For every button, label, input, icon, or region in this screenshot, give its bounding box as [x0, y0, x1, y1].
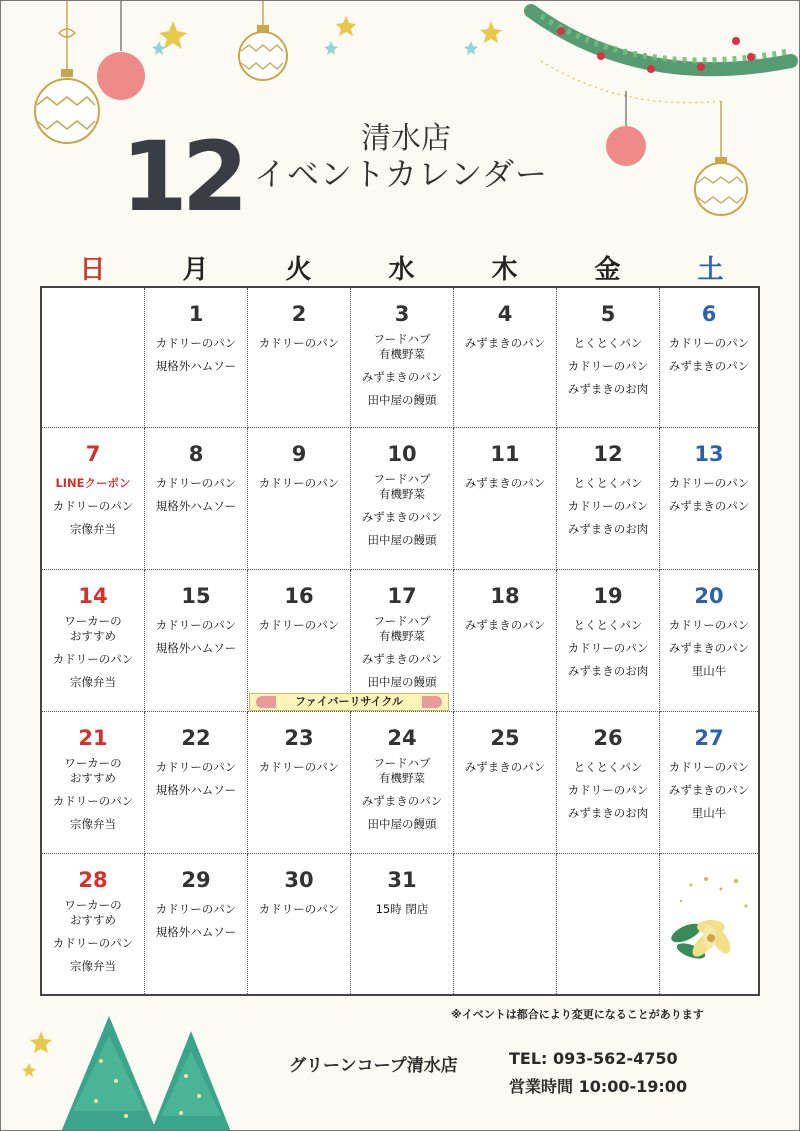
event-item: 宗像弁当	[70, 675, 116, 689]
calendar-day-cell	[145, 570, 248, 712]
event-item: 規格外ハムソー	[155, 641, 237, 655]
weekday-label: 月	[182, 255, 209, 285]
christmas-tree-icon	[151, 1031, 231, 1131]
calendar-day-cell	[351, 570, 454, 712]
calendar-day-cell	[557, 570, 660, 712]
day-number: 4	[497, 302, 513, 326]
day-number: 17	[387, 584, 417, 608]
event-item: 田中屋の饅頭	[367, 533, 437, 547]
garland-icon	[531, 11, 791, 103]
event-item: カドリーのパン	[258, 760, 340, 774]
event-item: カドリーのパン	[155, 618, 237, 632]
event-item: カドリーのパン	[668, 760, 750, 774]
calendar-day-cell	[42, 854, 145, 994]
event-item: カドリーのパン	[52, 499, 134, 513]
calendar-day-cell	[248, 570, 351, 712]
calendar-day-cell	[351, 854, 454, 994]
calendar-day-cell	[351, 428, 454, 570]
day-number: 9	[291, 442, 307, 466]
event-item: フードハブ 有機野菜	[373, 756, 431, 785]
day-number: 16	[284, 584, 314, 608]
day-number: 27	[694, 726, 724, 750]
poinsettia-decoration	[661, 871, 761, 971]
event-item: カドリーのパン	[155, 902, 237, 916]
event-item: みずまきのパン	[464, 618, 546, 632]
calendar-day-cell	[454, 288, 557, 428]
event-item: みずまきのお肉	[567, 522, 649, 536]
banner-cap-left	[256, 696, 276, 708]
event-item: みずまきのパン	[361, 652, 443, 666]
calendar-day-cell	[248, 854, 351, 994]
calendar-day-cell	[248, 288, 351, 428]
event-item: 田中屋の饅頭	[367, 817, 437, 831]
ornament-icon	[606, 91, 646, 166]
weekday-label: 木	[491, 255, 518, 285]
calendar-day-cell	[557, 854, 660, 994]
calendar-day-cell	[557, 288, 660, 428]
event-item: カドリーのパン	[52, 936, 134, 950]
event-item: フードハブ 有機野菜	[373, 332, 431, 361]
day-number: 11	[490, 442, 520, 466]
event-item: 規格外ハムソー	[155, 925, 237, 939]
event-item: 宗像弁当	[70, 817, 116, 831]
calendar-day-cell	[454, 570, 557, 712]
calendar-grid	[40, 286, 760, 996]
day-number: 15	[181, 584, 211, 608]
star-icon	[22, 1031, 52, 1077]
event-item: 規格外ハムソー	[155, 783, 237, 797]
event-item: とくとくパン	[573, 476, 643, 490]
calendar-day-cell	[145, 712, 248, 854]
weekday-label: 金	[594, 255, 621, 285]
event-item: 里山牛	[691, 664, 727, 678]
calendar-day-cell	[351, 288, 454, 428]
day-number: 3	[394, 302, 410, 326]
event-item: みずまきのパン	[361, 370, 443, 384]
day-number: 28	[78, 868, 108, 892]
ornament-icon	[695, 101, 747, 215]
calendar-day-cell	[660, 428, 758, 570]
day-number: 20	[694, 584, 724, 608]
store-title: 清水店	[361, 121, 451, 156]
day-number: 5	[600, 302, 616, 326]
weekday-label: 火	[285, 255, 312, 285]
event-item: 宗像弁当	[70, 959, 116, 973]
calendar-day-cell	[42, 288, 145, 428]
event-item: みずまきのパン	[361, 794, 443, 808]
event-item: とくとくパン	[573, 618, 643, 632]
ornament-icon	[97, 1, 145, 100]
event-item: とくとくパン	[573, 760, 643, 774]
day-number: 29	[181, 868, 211, 892]
event-item: カドリーのパン	[52, 652, 134, 666]
special-event-label: ファイバーリサイクル	[294, 695, 404, 708]
calendar-day-cell	[351, 712, 454, 854]
event-item: カドリーのパン	[258, 336, 340, 350]
weekday-label: 日	[79, 255, 106, 285]
event-item: カドリーのパン	[258, 618, 340, 632]
calendar-day-cell	[454, 712, 557, 854]
event-item: みずまきのお肉	[567, 806, 649, 820]
day-number: 8	[188, 442, 204, 466]
event-item: みずまきのパン	[464, 760, 546, 774]
special-event-banner	[249, 693, 449, 711]
day-number: 13	[694, 442, 724, 466]
event-item: ワーカーの おすすめ	[64, 756, 122, 785]
day-number: 7	[85, 442, 101, 466]
calendar-day-cell	[42, 428, 145, 570]
calendar-day-cell	[145, 288, 248, 428]
event-item: みずまきのパン	[464, 336, 546, 350]
calendar-day-cell	[660, 570, 758, 712]
event-item: 規格外ハムソー	[155, 359, 237, 373]
event-item: カドリーのパン	[567, 359, 649, 373]
event-item: 規格外ハムソー	[155, 499, 237, 513]
weekday-label: 水	[388, 255, 415, 285]
weekday-label: 土	[697, 255, 724, 285]
event-item: 田中屋の饅頭	[367, 393, 437, 407]
ornament-icon	[35, 1, 99, 143]
event-item: 15時 閉店	[375, 902, 429, 916]
event-item: カドリーのパン	[668, 336, 750, 350]
day-number: 19	[593, 584, 623, 608]
calendar-day-cell	[557, 712, 660, 854]
calendar-day-cell	[145, 854, 248, 994]
event-item: みずまきのパン	[668, 641, 750, 655]
day-number: 2	[291, 302, 307, 326]
event-item: LINEクーポン	[55, 476, 131, 490]
event-item: みずまきのパン	[361, 510, 443, 524]
day-number: 10	[387, 442, 417, 466]
event-item: みずまきのパン	[668, 783, 750, 797]
event-item: カドリーのパン	[567, 499, 649, 513]
footer-decorations	[1, 1001, 261, 1131]
event-item: カドリーのパン	[567, 783, 649, 797]
day-number: 24	[387, 726, 417, 750]
event-item: 田中屋の饅頭	[367, 675, 437, 689]
business-hours: 営業時間 10:00-19:00	[509, 1077, 688, 1096]
event-item: みずまきのパン	[668, 499, 750, 513]
event-item: カドリーのパン	[52, 794, 134, 808]
star-icon	[680, 877, 748, 908]
day-number: 1	[188, 302, 204, 326]
ornament-icon	[239, 1, 287, 80]
event-item: フードハブ 有機野菜	[373, 472, 431, 501]
event-item: 宗像弁当	[70, 522, 116, 536]
disclaimer-note: ※イベントは都合により変更になることがあります	[451, 1008, 704, 1021]
calendar-day-cell	[42, 570, 145, 712]
phone-number: TEL: 093-562-4750	[509, 1049, 678, 1068]
event-item: カドリーのパン	[668, 618, 750, 632]
event-item: とくとくパン	[573, 336, 643, 350]
event-item: カドリーのパン	[155, 760, 237, 774]
event-item: ワーカーの おすすめ	[64, 898, 122, 927]
event-item: みずまきのお肉	[567, 664, 649, 678]
calendar-day-cell	[454, 428, 557, 570]
event-item: カドリーのパン	[258, 476, 340, 490]
day-number: 21	[78, 726, 108, 750]
calendar-day-cell	[145, 428, 248, 570]
poinsettia-icon	[669, 920, 735, 962]
calendar-day-cell	[248, 428, 351, 570]
day-number: 12	[593, 442, 623, 466]
event-item: みずまきのパン	[464, 476, 546, 490]
event-item: カドリーのパン	[567, 641, 649, 655]
calendar-day-cell	[660, 288, 758, 428]
day-number: 6	[701, 302, 717, 326]
event-item: フードハブ 有機野菜	[373, 614, 431, 643]
event-item: みずまきのお肉	[567, 382, 649, 396]
christmas-tree-icon	[61, 1016, 157, 1131]
event-item: カドリーのパン	[258, 902, 340, 916]
calendar-day-cell	[248, 712, 351, 854]
banner-cap-right	[422, 696, 442, 708]
calendar-day-cell	[454, 854, 557, 994]
day-number: 26	[593, 726, 623, 750]
calendar-day-cell	[42, 712, 145, 854]
event-item: ワーカーの おすすめ	[64, 614, 122, 643]
day-number: 31	[387, 868, 417, 892]
calendar-day-cell	[557, 428, 660, 570]
event-item: カドリーのパン	[155, 476, 237, 490]
day-number: 22	[181, 726, 211, 750]
day-number: 25	[490, 726, 520, 750]
event-item: カドリーのパン	[155, 336, 237, 350]
page-title: イベントカレンダー	[254, 155, 548, 193]
event-item: みずまきのパン	[668, 359, 750, 373]
event-item: 里山牛	[691, 806, 727, 820]
day-number: 18	[490, 584, 520, 608]
store-name: グリーンコープ清水店	[289, 1056, 458, 1076]
month-number: 12	[121, 121, 243, 233]
day-number: 23	[284, 726, 314, 750]
event-item: カドリーのパン	[668, 476, 750, 490]
calendar-day-cell	[660, 712, 758, 854]
star-icon	[152, 41, 478, 55]
day-number: 14	[78, 584, 108, 608]
day-number: 30	[284, 868, 314, 892]
